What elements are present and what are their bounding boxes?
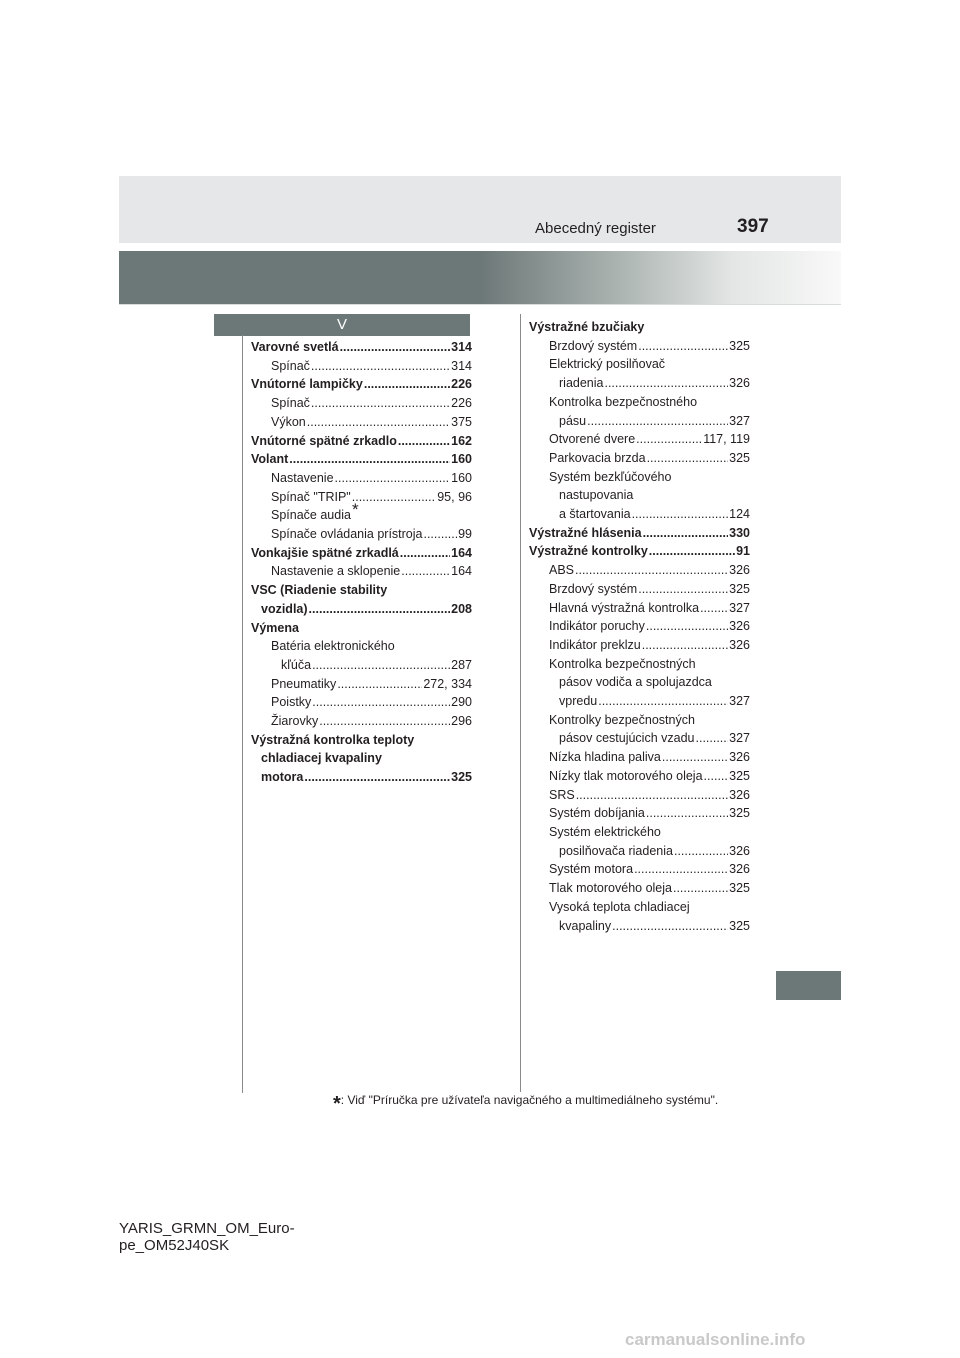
index-column-left [251, 338, 472, 787]
index-column-right [529, 318, 750, 935]
index-entry-label: pásov vodiča a spolujazdca [559, 675, 712, 690]
index-entry-label: SRS [549, 787, 575, 802]
dot-leader [575, 561, 728, 580]
index-entry [251, 675, 472, 694]
index-entry [251, 394, 472, 413]
document-id-line2: pe_OM52J40SK [119, 1237, 230, 1254]
index-entry-label: Indikátor preklzu [549, 637, 641, 652]
dot-leader [400, 544, 450, 563]
index-entry-label: Systém elektrického [549, 824, 661, 839]
index-entry [251, 581, 472, 600]
index-entry-page: 124 [729, 507, 750, 522]
index-entry [251, 600, 472, 619]
index-entry [529, 842, 750, 861]
index-entry-label: ABS [549, 563, 575, 578]
index-entry-page: 95, 96 [437, 489, 472, 504]
dot-leader [662, 748, 728, 767]
index-entry [251, 544, 472, 563]
dot-leader [636, 430, 702, 449]
index-entry-label: Nízky tlak motorového oleja [549, 768, 703, 783]
index-entry [251, 637, 472, 656]
center-column-rule [520, 314, 521, 1092]
index-entry-page: 325 [729, 768, 750, 783]
dot-leader [304, 768, 450, 787]
index-entry-page: 326 [729, 862, 750, 877]
dot-leader [604, 374, 728, 393]
dot-leader [638, 337, 728, 356]
dot-leader [704, 767, 729, 786]
index-entry [529, 524, 750, 543]
index-entry [529, 898, 750, 917]
index-entry-page: 326 [729, 787, 750, 802]
index-entry-label: Indikátor poruchy [549, 619, 645, 634]
dot-leader [674, 842, 728, 861]
index-entry-label: Spínač [271, 396, 310, 411]
index-entry [529, 636, 750, 655]
index-entry-label: Tlak motorového oleja [549, 881, 672, 896]
index-entry-page: 164 [451, 545, 472, 560]
index-entry-page: 226 [451, 377, 472, 392]
index-entry [529, 879, 750, 898]
index-entry [529, 692, 750, 711]
index-entry [529, 542, 750, 561]
dot-leader [634, 860, 728, 879]
index-entry-label: a štartovania [559, 507, 631, 522]
index-entry-label: Výstražné hlásenia [529, 525, 642, 540]
dot-leader [311, 394, 450, 413]
index-entry-label: Poistky [271, 695, 312, 710]
index-entry-page: 91 [736, 544, 750, 559]
index-entry-label: nastupovania [559, 488, 634, 503]
index-entry-page: 287 [451, 657, 472, 672]
index-entry-label: Výkon [271, 414, 306, 429]
index-entry-label: pásov cestujúcich vzadu [559, 731, 695, 746]
index-entry-label: kvapaliny [559, 918, 612, 933]
index-entry-label: Vysoká teplota chladiacej [549, 899, 690, 914]
index-entry [529, 318, 750, 337]
index-entry [251, 357, 472, 376]
index-entry-page: 327 [729, 694, 750, 709]
index-entry-page: 327 [729, 413, 750, 428]
index-entry [529, 767, 750, 786]
index-entry [529, 673, 750, 692]
dot-leader [646, 804, 728, 823]
index-entry-label: Výstražná kontrolka teploty [251, 732, 415, 747]
index-entry [251, 562, 472, 581]
index-entry [529, 786, 750, 805]
decorative-gradient-bar [119, 251, 841, 304]
index-entry-page: 314 [451, 358, 472, 373]
index-entry [529, 393, 750, 412]
index-entry-label: Nastavenie [271, 470, 334, 485]
index-entry-label: motora [261, 770, 304, 785]
index-entry [529, 561, 750, 580]
index-entry-label: Kontrolky bezpečnostných [549, 712, 695, 727]
dot-leader [649, 542, 735, 561]
watermark: carmanualsonline.info [625, 1330, 806, 1349]
dot-leader [307, 413, 450, 432]
index-entry-page: 327 [729, 600, 750, 615]
index-entry [529, 711, 750, 730]
page-header-title: Abecedný register [535, 220, 656, 237]
index-entry-label: Žiarovky [271, 714, 319, 729]
index-entry-page: 117, 119 [703, 432, 750, 447]
index-entry-label: Brzdový systém [549, 581, 638, 596]
index-entry-page: 326 [729, 563, 750, 578]
dot-leader [319, 712, 450, 731]
index-entry-label: riadenia [559, 376, 604, 391]
index-entry-label: Systém bezkľúčového [549, 469, 672, 484]
index-entry-page: 160 [451, 452, 472, 467]
dot-leader [311, 357, 450, 376]
dot-leader [646, 617, 728, 636]
index-entry-page: 208 [451, 601, 472, 616]
index-entry-page: 375 [451, 414, 472, 429]
index-entry-page: 325 [729, 918, 750, 933]
index-entry [251, 450, 472, 469]
index-entry-label: VSC (Riadenie stability [251, 583, 388, 598]
index-entry [251, 413, 472, 432]
dot-leader [309, 600, 451, 619]
index-entry [251, 656, 472, 675]
index-entry-label: Systém motora [549, 862, 634, 877]
index-entry-label: Vnútorné lampičky [251, 377, 363, 392]
index-entry-page: 164 [451, 564, 472, 579]
dot-leader [576, 786, 728, 805]
index-entry-label: Volant [251, 452, 289, 467]
index-entry [529, 599, 750, 618]
index-entry-page: 325 [729, 338, 750, 353]
index-entry-label: Výstražné bzučiaky [529, 320, 645, 334]
index-entry [529, 655, 750, 674]
index-entry-page: 325 [729, 881, 750, 896]
page-number: 397 [737, 216, 769, 237]
index-entry-page: 330 [729, 525, 750, 540]
index-entry-label: Batéria elektronického [271, 639, 395, 654]
index-entry-page: 325 [729, 450, 750, 465]
index-entry [529, 617, 750, 636]
index-entry-label: Výmena [251, 620, 299, 635]
index-entry [251, 488, 472, 507]
index-entry-page: 326 [729, 750, 750, 765]
index-entry [529, 374, 750, 393]
index-entry [251, 375, 472, 394]
index-entry-label: Brzdový systém [549, 338, 638, 353]
index-entry-label: Vonkajšie spätné zrkadlá [251, 545, 399, 560]
index-entry-label: kľúča [281, 657, 312, 672]
dot-leader [643, 524, 729, 543]
index-entry-label: Pneumatiky [271, 676, 337, 691]
dot-leader [335, 469, 451, 488]
index-entry [251, 768, 472, 787]
index-entry-label: vozidla) [261, 601, 308, 616]
dot-leader [587, 412, 728, 431]
index-entry [251, 469, 472, 488]
index-entry-label: Spínač [271, 358, 310, 373]
index-entry-label: Spínače audia [271, 508, 351, 523]
dot-leader [337, 675, 422, 694]
index-entry [251, 338, 472, 357]
index-entry-page: 160 [451, 470, 472, 485]
index-entry [529, 337, 750, 356]
index-entry-label: Hlavná výstražná kontrolka [549, 600, 700, 615]
document-id-line1: YARIS_GRMN_OM_Euro- [119, 1220, 295, 1237]
left-column-rule [242, 335, 243, 1093]
index-entry [529, 412, 750, 431]
index-entry-page: 325 [729, 581, 750, 596]
index-entry-page: 326 [729, 637, 750, 652]
footnote-text: : Viď "Príručka pre užívateľa navigačného a multimediálneho systému". [340, 1093, 719, 1107]
index-entry [529, 486, 750, 505]
index-entry-label: Nastavenie a sklopenie [271, 564, 401, 579]
index-entry [251, 619, 472, 638]
index-entry-label: Vnútorné spätné zrkadlo [251, 433, 397, 448]
dot-leader [340, 338, 451, 357]
index-entry [529, 823, 750, 842]
index-entry [529, 580, 750, 599]
index-entry [251, 731, 472, 750]
dot-leader [289, 450, 450, 469]
index-entry-label: Kontrolka bezpečnostného [549, 394, 698, 409]
index-entry [529, 505, 750, 524]
index-entry-label: posilňovača riadenia [559, 843, 673, 858]
dot-leader [352, 488, 436, 507]
index-entry-label: Spínače ovládania prístroja [271, 527, 423, 542]
index-entry-label: chladiacej kvapaliny [261, 751, 382, 766]
index-entry-page: 314 [451, 340, 472, 354]
section-letter-tab: V [214, 314, 470, 336]
dot-leader [696, 729, 729, 748]
index-entry-page: 327 [729, 731, 750, 746]
dot-leader [638, 580, 728, 599]
index-entry [529, 430, 750, 449]
dot-leader [673, 879, 728, 898]
index-entry-label: Kontrolka bezpečnostných [549, 656, 696, 671]
dot-leader [398, 432, 450, 451]
index-entry [529, 355, 750, 374]
index-entry [529, 468, 750, 487]
index-entry [251, 432, 472, 451]
index-entry-page: 325 [451, 770, 472, 785]
dot-leader [364, 375, 450, 394]
divider [119, 304, 841, 305]
dot-leader [700, 599, 728, 618]
header-band [119, 176, 841, 243]
index-entry-label: Elektrický posilňovač [549, 357, 666, 372]
footnote-marker: * [351, 500, 359, 520]
dot-leader [598, 692, 728, 711]
index-entry-page: 325 [729, 806, 750, 821]
index-entry-page: 99 [458, 527, 472, 542]
index-entry-label: pásu [559, 413, 587, 428]
dot-leader [312, 656, 450, 675]
index-entry-page: 296 [451, 714, 472, 729]
index-entry [529, 449, 750, 468]
index-entry-page: 326 [729, 376, 750, 391]
index-entry-page: 326 [729, 619, 750, 634]
index-entry [251, 712, 472, 731]
index-entry-page: 226 [451, 396, 472, 411]
footnote [333, 1093, 718, 1116]
document-id [119, 1220, 295, 1254]
dot-leader [642, 636, 728, 655]
index-entry [251, 500, 472, 525]
index-entry [251, 693, 472, 712]
index-entry [251, 525, 472, 544]
index-entry [529, 804, 750, 823]
index-entry-page: 162 [451, 433, 472, 448]
chapter-thumb-tab [776, 971, 841, 1000]
index-entry-label: Výstražné kontrolky [529, 544, 648, 559]
index-entry-label: Parkovacia brzda [549, 450, 646, 465]
index-entry-label: vpredu [559, 694, 598, 709]
index-entry [529, 860, 750, 879]
index-entry-label: Nízka hladina paliva [549, 750, 661, 765]
index-entry [529, 917, 750, 936]
footnote-star: * [333, 1093, 341, 1115]
dot-leader [312, 693, 450, 712]
index-entry [529, 729, 750, 748]
index-entry-label: Spínač "TRIP" [271, 489, 351, 504]
dot-leader [647, 449, 729, 468]
dot-leader [401, 562, 450, 581]
index-entry-page: 272, 334 [423, 676, 472, 691]
dot-leader [612, 917, 728, 936]
index-entry [251, 749, 472, 768]
index-entry-label: Varovné svetlá [251, 340, 339, 354]
index-entry-page: 326 [729, 843, 750, 858]
index-entry-label: Otvorené dvere [549, 432, 636, 447]
dot-leader [632, 505, 729, 524]
index-entry-label: Systém dobíjania [549, 806, 645, 821]
index-entry-page: 290 [451, 695, 472, 710]
index-entry [529, 748, 750, 767]
dot-leader [423, 525, 457, 544]
